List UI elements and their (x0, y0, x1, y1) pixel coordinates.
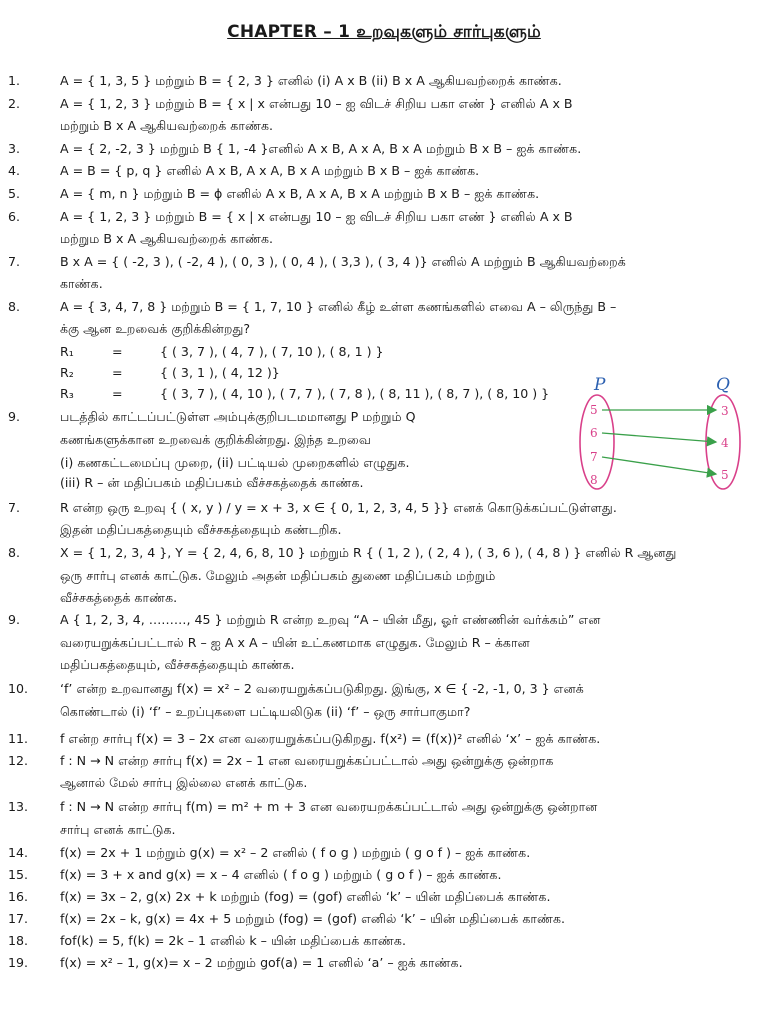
relation-label: R₃ (60, 386, 74, 401)
arrow-line (602, 433, 716, 442)
question-line: A = { 1, 3, 5 } மற்றும் B = { 2, 3 } எனில் (i) A x B (ii) B x A ஆகியவற்றைக் காண்க. (60, 73, 562, 88)
arrow-diagram (578, 370, 758, 500)
question-line: (iii) R – ன் மதிப்பகம் மதிப்பகம் வீச்சகத்தைக் காண்க. (60, 475, 364, 490)
question-line: f(x) = 2x + 1 மற்றும் g(x) = x² – 2 எனில் ( f o g ) மற்றும் ( g o f ) – ஐக் காண்க. (60, 845, 531, 860)
question-number: 3. (8, 141, 21, 156)
question-line: மற்றும B x A ஆகியவற்றைக் காண்க. (60, 231, 274, 246)
relation-label: R₁ (60, 344, 74, 359)
question-line: மதிப்பகத்தையும், வீச்சகத்தையும் காண்க. (60, 657, 295, 672)
set-p-label: P (594, 375, 606, 395)
q-element: 4 (721, 436, 729, 450)
question-line: X = { 1, 2, 3, 4 }, Y = { 2, 4, 6, 8, 10 } மற்றும் R { ( 1, 2 ), ( 2, 4 ), ( 3, 6 ), ( 4, 8 ) } எனில் R ஆனது (60, 545, 677, 560)
question-line: A = B = { p, q } எனில் A x B, A x A, B x A மற்றும் B x B – ஐக் காண்க. (60, 163, 480, 178)
question-number: 2. (8, 96, 21, 111)
question-line: B x A = { ( -2, 3 ), ( -2, 4 ), ( 0, 3 ), ( 0, 4 ), ( 3,3 ), ( 3, 4 )} எனில் A மற்றும் B ஆகியவற்றைக் (60, 254, 626, 269)
question-line: A = { 2, -2, 3 } மற்றும் B { 1, -4 }எனில் A x B, A x A, B x A மற்றும் B x B – ஐக் காண்க. (60, 141, 582, 156)
question-number: 13. (8, 799, 29, 814)
question-line: வரையறுக்கப்பட்டால் R – ஐ A x A – யின் உட்கணமாக எழுதுக. மேலும் R – க்கான (60, 635, 530, 650)
question-line: ‘f’ என்ற உறவானது f(x) = x² – 2 வரையறுக்கப்படுகிறது. இங்கு, x ∈ { -2, -1, 0, 3 } எனக் (60, 681, 584, 696)
question-line: A = { m, n } மற்றும் B = ϕ எனில் A x B, A x A, B x A மற்றும் B x B – ஐக் காண்க. (60, 186, 540, 201)
set-q-label: Q (716, 375, 730, 395)
question-line: fof(k) = 5, f(k) = 2k – 1 எனில் k – யின் மதிப்பைக் காண்க. (60, 933, 406, 948)
question-number: 5. (8, 186, 21, 201)
question-line: கொண்டால் (i) ‘f’ – உறப்புகளை பட்டியலிடுக (ii) ‘f’ – ஒரு சார்பாகுமா? (60, 704, 471, 719)
question-line: A = { 3, 4, 7, 8 } மற்றும் B = { 1, 7, 10 } எனில் கீழ் உள்ள கணங்களில் எவை A – லிருந்து B – (60, 299, 617, 314)
question-line: f(x) = 3 + x and g(x) = x – 4 எனில் ( f o g ) மற்றும் ( g o f ) – ஐக் காண்க. (60, 867, 502, 882)
relation-equals: = (112, 386, 123, 401)
question-number: 15. (8, 867, 29, 882)
question-number: 1. (8, 73, 21, 88)
relation-set: { ( 3, 7 ), ( 4, 10 ), ( 7, 7 ), ( 7, 8 ), ( 8, 11 ), ( 8, 7 ), ( 8, 10 ) } (160, 386, 550, 401)
p-element: 8 (590, 473, 598, 487)
arrow-line (602, 457, 716, 474)
question-number: 14. (8, 845, 29, 860)
question-line: f : N → N என்ற சார்பு f(m) = m² + m + 3 என வரையறக்கப்பட்டால் அது ஒன்றுக்கு ஒன்றான (60, 799, 598, 814)
question-line: க்கு ஆன உறவைக் குறிக்கின்றது? (60, 321, 251, 336)
question-line: R என்ற ஒரு உறவு { ( x, y ) / y = x + 3, x ∈ { 0, 1, 2, 3, 4, 5 }} எனக் கொடுக்கப்பட்டுள்ளது. (60, 500, 617, 515)
relation-set: { ( 3, 7 ), ( 4, 7 ), ( 7, 10 ), ( 8, 1 ) } (160, 344, 384, 359)
question-number: 9. (8, 409, 21, 424)
question-line: f : N → N என்ற சார்பு f(x) = 2x – 1 என வரையறுக்கப்பட்டால் அது ஒன்றுக்கு ஒன்றாக (60, 753, 554, 768)
question-line: காண்க. (60, 276, 103, 291)
question-line: வீச்சகத்தைக் காண்க. (60, 590, 178, 605)
question-number: 6. (8, 209, 21, 224)
relation-equals: = (112, 365, 123, 380)
question-line: A = { 1, 2, 3 } மற்றும் B = { x | x என்பது 10 – ஐ விடச் சிறிய பகா எண் } எனில் A x B (60, 96, 573, 111)
relation-set: { ( 3, 1 ), ( 4, 12 )} (160, 365, 280, 380)
question-number: 7. (8, 500, 21, 515)
question-line: ஆனால் மேல் சார்பு இல்லை எனக் காட்டுக. (60, 775, 308, 790)
question-line: f(x) = 2x – k, g(x) = 4x + 5 மற்றும் (fog) = (gof) எனில் ‘k’ – யின் மதிப்பைக் காண்க. (60, 911, 566, 926)
relation-label: R₂ (60, 365, 74, 380)
question-line: இதன் மதிப்பகத்தையும் வீச்சகத்தையும் கண்டறிக. (60, 522, 342, 537)
question-number: 9. (8, 612, 21, 627)
question-number: 19. (8, 955, 29, 970)
q-element: 3 (721, 404, 729, 418)
page-title: CHAPTER – 1 உறவுகளும் சார்புகளும் (227, 22, 541, 42)
question-number: 7. (8, 254, 21, 269)
question-line: ஒரு சார்பு எனக் காட்டுக. மேலும் அதன் மதிப்பகம் துணை மதிப்பகம் மற்றும் (60, 568, 496, 583)
question-line: சார்பு எனக் காட்டுக. (60, 822, 176, 837)
question-number: 4. (8, 163, 21, 178)
question-number: 8. (8, 545, 21, 560)
question-line: (i) கணகட்டமைப்பு முறை, (ii) பட்டியல் முறைகளில் எழுதுக. (60, 455, 410, 470)
question-line: f(x) = 3x – 2, g(x) 2x + k மற்றும் (fog) = (gof) எனில் ‘k’ – யின் மதிப்பைக் காண்க. (60, 889, 551, 904)
question-number: 12. (8, 753, 29, 768)
question-line: A = { 1, 2, 3 } மற்றும் B = { x | x என்பது 10 – ஐ விடச் சிறிய பகா எண் } எனில் A x B (60, 209, 573, 224)
question-line: மற்றும் B x A ஆகியவற்றைக் காண்க. (60, 118, 274, 133)
question-line: கணங்களுக்கான உறவைக் குறிக்கின்றது. இந்த உறவை (60, 432, 371, 447)
p-element: 6 (590, 426, 598, 440)
question-line: படத்தில் காட்டப்பட்டுள்ள அம்புக்குறிபடமமானது P மற்றும் Q (60, 409, 416, 424)
relation-equals: = (112, 344, 123, 359)
question-number: 18. (8, 933, 29, 948)
question-line: f(x) = x² – 1, g(x)= x – 2 மற்றும் gof(a) = 1 எனில் ‘a’ – ஐக் காண்க. (60, 955, 463, 970)
p-element: 7 (590, 450, 598, 464)
question-number: 11. (8, 731, 29, 746)
question-line: A { 1, 2, 3, 4, ………, 45 } மற்றும் R என்ற உறவு “A – யின் மீது, ஓர் எண்ணின் வர்க்கம்” என (60, 612, 601, 627)
q-element: 5 (721, 468, 729, 482)
p-element: 5 (590, 403, 598, 417)
question-number: 16. (8, 889, 29, 904)
question-number: 8. (8, 299, 21, 314)
question-line: f என்ற சார்பு f(x) = 3 – 2x என வரையறுக்கப்படுகிறது. f(x²) = (f(x))² எனில் ‘x’ – ஐக் காண்க. (60, 731, 601, 746)
question-number: 10. (8, 681, 29, 696)
question-number: 17. (8, 911, 29, 926)
